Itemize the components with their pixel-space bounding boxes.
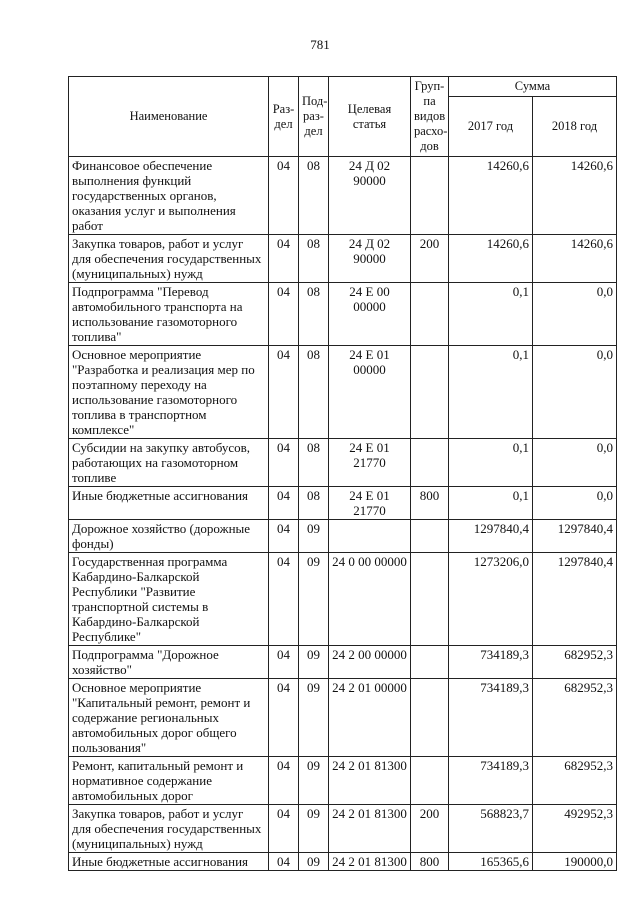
table-row — [69, 520, 617, 553]
row-target: 24 2 01 81300 — [329, 805, 411, 853]
row-sum-2017: 14260,6 — [449, 157, 533, 235]
table-row — [69, 283, 617, 346]
row-sum-2017: 734189,3 — [449, 646, 533, 679]
header-podrazdel: Под-раз-дел — [299, 77, 329, 157]
row-name: Закупка товаров, работ и услуг для обеспечения государственных (муниципальных) нужд — [69, 235, 269, 283]
row-group — [411, 283, 449, 346]
row-target: 24 Д 02 90000 — [329, 235, 411, 283]
row-name: Ремонт, капитальный ремонт и нормативное содержание автомобильных дорог — [69, 757, 269, 805]
row-name: Подпрограмма "Дорожное хозяйство" — [69, 646, 269, 679]
table-row — [69, 805, 617, 853]
row-target: 24 Е 00 00000 — [329, 283, 411, 346]
row-sum-2018: 14260,6 — [533, 235, 617, 283]
row-name: Государственная программа Кабардино-Балкарской Республики "Развитие транспортной системы в Кабардино-Балкарской Республике" — [69, 553, 269, 646]
row-podrazdel: 09 — [299, 520, 329, 553]
header-target: Целевая статья — [329, 77, 411, 157]
table-row — [69, 853, 617, 871]
row-target: 24 Д 02 90000 — [329, 157, 411, 235]
row-razdel: 04 — [269, 553, 299, 646]
row-target: 24 Е 01 21770 — [329, 487, 411, 520]
row-sum-2018: 0,0 — [533, 283, 617, 346]
row-sum-2017: 0,1 — [449, 487, 533, 520]
header-2017: 2017 год — [449, 97, 533, 157]
row-sum-2017: 1297840,4 — [449, 520, 533, 553]
row-podrazdel: 08 — [299, 487, 329, 520]
row-podrazdel: 08 — [299, 283, 329, 346]
row-razdel: 04 — [269, 646, 299, 679]
row-name: Закупка товаров, работ и услуг для обеспечения государственных (муниципальных) нужд — [69, 805, 269, 853]
row-razdel: 04 — [269, 235, 299, 283]
row-target: 24 2 01 81300 — [329, 853, 411, 871]
row-group — [411, 520, 449, 553]
row-group: 200 — [411, 235, 449, 283]
row-group — [411, 439, 449, 487]
header-group: Груп-па видов расхо-дов — [411, 77, 449, 157]
row-sum-2017: 165365,6 — [449, 853, 533, 871]
table-row — [69, 439, 617, 487]
row-group: 800 — [411, 487, 449, 520]
row-sum-2018: 492952,3 — [533, 805, 617, 853]
row-podrazdel: 09 — [299, 646, 329, 679]
row-sum-2017: 734189,3 — [449, 679, 533, 757]
row-razdel: 04 — [269, 520, 299, 553]
row-razdel: 04 — [269, 283, 299, 346]
row-sum-2017: 734189,3 — [449, 757, 533, 805]
row-podrazdel: 09 — [299, 679, 329, 757]
header-2018: 2018 год — [533, 97, 617, 157]
row-razdel: 04 — [269, 757, 299, 805]
row-group — [411, 757, 449, 805]
row-group — [411, 346, 449, 439]
row-target: 24 Е 01 00000 — [329, 346, 411, 439]
budget-table — [68, 76, 617, 871]
row-sum-2018: 0,0 — [533, 439, 617, 487]
row-name: Иные бюджетные ассигнования — [69, 853, 269, 871]
row-target: 24 2 01 00000 — [329, 679, 411, 757]
row-sum-2018: 1297840,4 — [533, 553, 617, 646]
row-sum-2018: 0,0 — [533, 487, 617, 520]
row-podrazdel: 08 — [299, 346, 329, 439]
row-razdel: 04 — [269, 805, 299, 853]
row-sum-2017: 1273206,0 — [449, 553, 533, 646]
table-row — [69, 757, 617, 805]
row-name: Иные бюджетные ассигнования — [69, 487, 269, 520]
row-name: Субсидии на закупку автобусов, работающих на газомоторном топливе — [69, 439, 269, 487]
row-podrazdel: 09 — [299, 757, 329, 805]
page-number: 781 — [310, 37, 330, 52]
table-row — [69, 346, 617, 439]
row-group: 200 — [411, 805, 449, 853]
row-razdel: 04 — [269, 439, 299, 487]
row-sum-2018: 190000,0 — [533, 853, 617, 871]
row-sum-2018: 682952,3 — [533, 757, 617, 805]
row-razdel: 04 — [269, 679, 299, 757]
row-sum-2017: 568823,7 — [449, 805, 533, 853]
row-target: 24 2 00 00000 — [329, 646, 411, 679]
row-sum-2017: 0,1 — [449, 283, 533, 346]
row-target — [329, 520, 411, 553]
row-name: Основное мероприятие "Разработка и реализация мер по поэтапному переходу на использование газомоторного топлива в транспортном комплексе" — [69, 346, 269, 439]
row-sum-2017: 14260,6 — [449, 235, 533, 283]
header-name: Наименование — [69, 77, 269, 157]
row-group — [411, 553, 449, 646]
row-sum-2018: 1297840,4 — [533, 520, 617, 553]
row-group: 800 — [411, 853, 449, 871]
row-target: 24 2 01 81300 — [329, 757, 411, 805]
table-row — [69, 235, 617, 283]
row-podrazdel: 08 — [299, 157, 329, 235]
header-razdel: Раз-дел — [269, 77, 299, 157]
row-podrazdel: 09 — [299, 553, 329, 646]
row-razdel: 04 — [269, 487, 299, 520]
row-podrazdel: 08 — [299, 235, 329, 283]
row-name: Дорожное хозяйство (дорожные фонды) — [69, 520, 269, 553]
table-row — [69, 157, 617, 235]
row-target: 24 Е 01 21770 — [329, 439, 411, 487]
row-sum-2017: 0,1 — [449, 439, 533, 487]
row-sum-2018: 682952,3 — [533, 679, 617, 757]
table-row — [69, 553, 617, 646]
row-sum-2018: 682952,3 — [533, 646, 617, 679]
row-razdel: 04 — [269, 853, 299, 871]
row-razdel: 04 — [269, 346, 299, 439]
row-podrazdel: 09 — [299, 853, 329, 871]
row-group — [411, 157, 449, 235]
table-row — [69, 679, 617, 757]
row-sum-2018: 14260,6 — [533, 157, 617, 235]
row-target: 24 0 00 00000 — [329, 553, 411, 646]
table-row — [69, 487, 617, 520]
row-sum-2018: 0,0 — [533, 346, 617, 439]
row-podrazdel: 09 — [299, 805, 329, 853]
row-podrazdel: 08 — [299, 439, 329, 487]
row-name: Финансовое обеспечение выполнения функций государственных органов, оказания услуг и выполнения работ — [69, 157, 269, 235]
row-name: Основное мероприятие "Капитальный ремонт, ремонт и содержание региональных автомобильных дорог общего пользования" — [69, 679, 269, 757]
row-group — [411, 646, 449, 679]
row-sum-2017: 0,1 — [449, 346, 533, 439]
row-group — [411, 679, 449, 757]
header-sum: Сумма — [449, 77, 617, 97]
table-row — [69, 646, 617, 679]
row-razdel: 04 — [269, 157, 299, 235]
row-name: Подпрограмма "Перевод автомобильного транспорта на использование газомоторного топлива" — [69, 283, 269, 346]
